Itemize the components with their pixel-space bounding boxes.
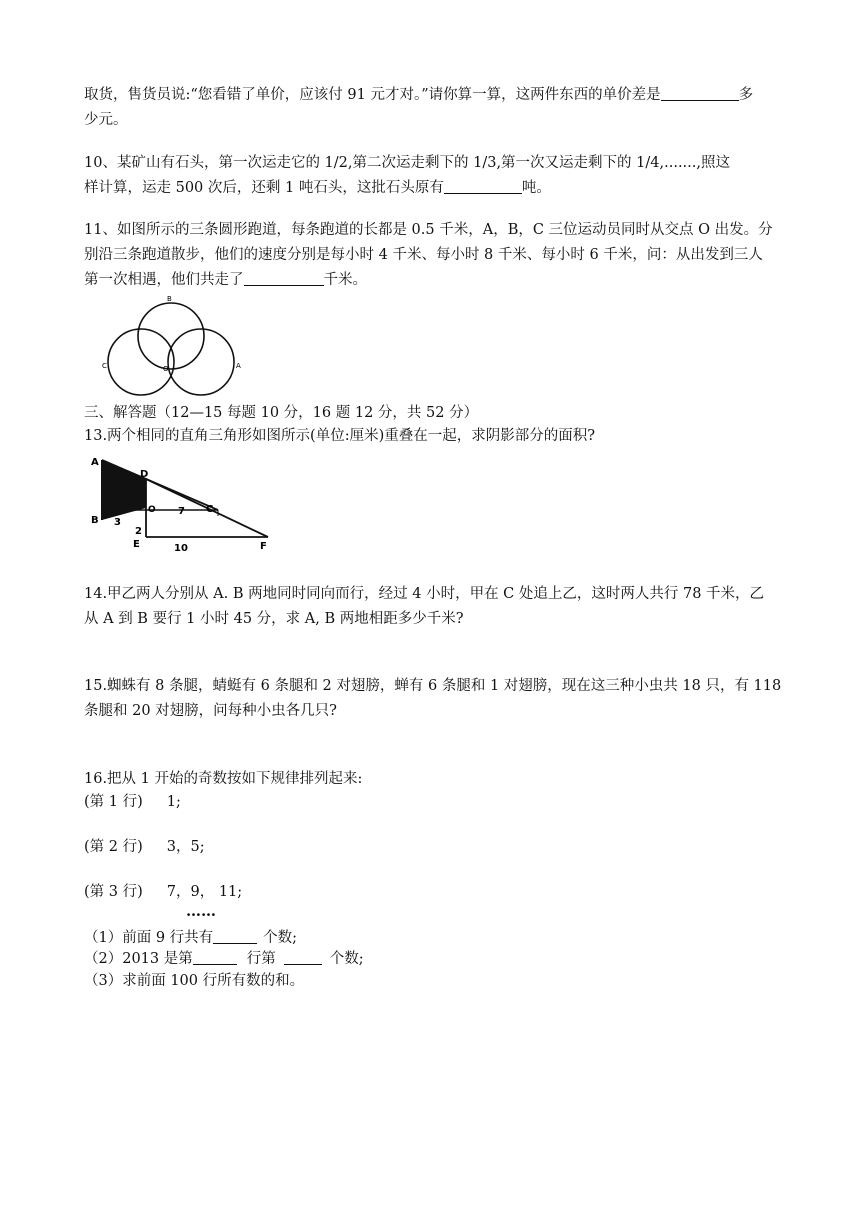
sub2-text-mid: 行第 xyxy=(246,951,276,967)
row-label: (第 1 行) xyxy=(84,794,143,810)
q11-line3 xyxy=(84,271,367,289)
answer-blank[interactable] xyxy=(661,86,739,101)
answer-blank[interactable] xyxy=(444,179,522,194)
q16-row2 xyxy=(84,838,205,856)
q16-intro: 16.把从 1 开始的奇数按如下规律排列起来: xyxy=(84,771,363,787)
q9-line2: 少元。 xyxy=(84,112,128,128)
q10-text-end: 吨。 xyxy=(521,180,551,196)
sub1-text-end: 个数; xyxy=(263,930,298,946)
row-label: (第 2 行) xyxy=(84,839,143,855)
answer-blank[interactable] xyxy=(193,950,237,965)
label-3: 3 xyxy=(114,517,121,528)
row-values: 3，5; xyxy=(166,839,205,855)
q13-text: 13.两个相同的直角三角形如图所示(单位:厘米)重叠在一起，求阴影部分的面积? xyxy=(84,428,596,444)
q14-line2: 从 A 到 B 要行 1 小时 45 分，求 A, B 两地相距多少千米? xyxy=(84,611,464,627)
q11-text-end: 千米。 xyxy=(323,272,367,288)
answer-blank[interactable] xyxy=(244,271,324,286)
row-label: (第 3 行) xyxy=(84,884,143,900)
q10-text: 样计算，运走 500 次后，还剩 1 吨石头，这批石头原有 xyxy=(84,180,444,196)
ellipsis: …… xyxy=(186,902,216,920)
answer-blank[interactable] xyxy=(284,950,322,965)
three-circles-figure xyxy=(96,292,246,404)
q16-sub3: （3）求前面 100 行所有数的和。 xyxy=(84,973,305,989)
q14-line1: 14.甲乙两人分别从 A. B 两地同时同向而行，经过 4 小时，甲在 C 处追上乙，这时两人共行 78 千米，乙 xyxy=(84,586,765,602)
row-values: 7，9， 11; xyxy=(166,884,243,900)
label-f: F xyxy=(260,541,267,552)
circle-b xyxy=(138,303,204,369)
sub2-text: （2）2013 是第 xyxy=(84,951,193,967)
q11-line1: 11、如图所示的三条圆形跑道，每条跑道的长都是 0.5 千米，A，B，C 三位运动员同时从交点 O 出发。分 xyxy=(84,222,773,238)
q9-text-end: 多 xyxy=(738,87,754,103)
label-a: A xyxy=(91,457,99,468)
q16-row3 xyxy=(84,883,242,901)
q11-text: 第一次相遇，他们共走了 xyxy=(84,272,244,288)
label-o: O xyxy=(148,505,156,515)
q9-text: 取货，售货员说:“您看错了单价，应该付 91 元才对。”请你算一算，这两件东西的单价差是 xyxy=(84,87,661,103)
q15-line2: 条腿和 20 对翅膀，问每种小虫各几只? xyxy=(84,703,337,719)
label-10: 10 xyxy=(174,543,188,554)
label-d: D xyxy=(140,469,149,480)
label-b: B xyxy=(167,295,172,303)
label-o: O xyxy=(163,365,169,373)
row-values: 1; xyxy=(166,794,181,810)
circle-a xyxy=(168,329,234,395)
label-c: C xyxy=(102,362,107,370)
label-7: 7 xyxy=(178,506,185,517)
section-heading: 三、解答题（12—15 每题 10 分，16 题 12 分，共 52 分） xyxy=(84,405,479,421)
circle-c xyxy=(108,329,174,395)
label-a: A xyxy=(236,362,241,370)
overlapping-triangles-figure xyxy=(86,450,278,560)
q15-line1: 15.蜘蛛有 8 条腿，蜻蜓有 6 条腿和 2 对翅膀，蝉有 6 条腿和 1 对翅膀，现在这三种小虫共 18 只，有 118 xyxy=(84,678,782,694)
q16-sub1 xyxy=(84,929,297,947)
q9-line1 xyxy=(84,86,753,104)
q16-row1 xyxy=(84,793,181,811)
label-b: B xyxy=(91,515,99,526)
label-2: 2 xyxy=(135,526,142,537)
sub2-text-end: 个数; xyxy=(329,951,364,967)
q10-line2 xyxy=(84,179,551,197)
answer-blank[interactable] xyxy=(213,929,257,944)
q10-line1: 10、某矿山有石头，第一次运走它的 1/2,第二次运走剩下的 1/3,第一次又运走剩下的 1/4,.......,照这 xyxy=(84,155,730,171)
q16-sub2 xyxy=(84,950,364,968)
sub1-text: （1）前面 9 行共有 xyxy=(84,930,214,946)
q11-line2: 别沿三条跑道散步，他们的速度分别是每小时 4 千米、每小时 8 千米、每小时 6 千米，问：从出发到三人 xyxy=(84,247,763,263)
label-c: C xyxy=(206,504,214,515)
label-e: E xyxy=(133,539,140,550)
